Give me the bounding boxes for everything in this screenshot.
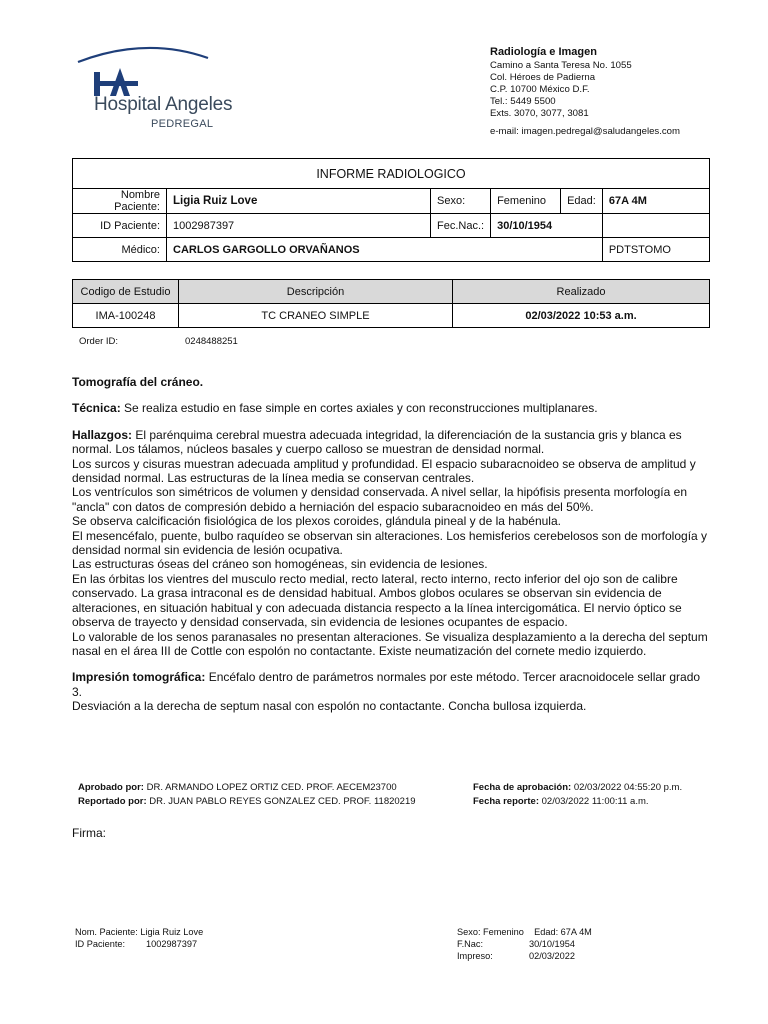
approval-date-row xyxy=(473,781,682,795)
contact-block xyxy=(490,46,680,138)
footer-right xyxy=(457,926,657,962)
technique-paragraph xyxy=(72,401,712,415)
service-code: PDTSTOMO xyxy=(602,238,709,262)
report-title: INFORME RADIOLOGICO xyxy=(73,159,710,189)
logo-sub-name: PEDREGAL xyxy=(151,118,214,130)
report-date-row xyxy=(473,795,649,809)
reported-by: DR. JUAN PABLO REYES GONZALEZ CED. PROF. 11820219 xyxy=(146,796,416,807)
order-id-label: Order ID: xyxy=(79,336,119,347)
approvals-block xyxy=(78,781,718,809)
study-description: TC CRANEO SIMPLE xyxy=(179,304,453,328)
email: e-mail: imagen.pedregal@saludangeles.com xyxy=(490,126,680,137)
findings-text-8: Lo valorable de los senos paranasales no presentan alteraciones. Se visualiza desplazamiento a la derecha del septum nasal en el área III de Cottle con espolón no contactante. Existe neumatización del cornete medio izquierdo. xyxy=(72,629,708,658)
study-description-header: Descripción xyxy=(179,280,453,304)
sex-value: Femenino xyxy=(491,189,561,214)
findings-text-3: Los ventrículos son simétricos de volumen y densidad conservada. A nivel sellar, la hipófisis presenta morfología en "ancla" con datos de compresión debido a herniación del espacio subaracnoideo en más del 50%. xyxy=(72,485,687,514)
report-heading: Tomografía del cráneo. xyxy=(72,375,204,389)
approved-by: DR. ARMANDO LOPEZ ORTIZ CED. PROF. AECEM23700 xyxy=(143,782,397,793)
report-body xyxy=(72,375,712,714)
findings-text-4: Se observa calcificación fisiológica de los plexos coroides, glándula pineal y de la habénula. xyxy=(72,514,561,529)
footer-id: 1002987397 xyxy=(146,939,198,949)
footer-id-label: ID Paciente: xyxy=(75,939,126,949)
findings-label: Hallazgos: xyxy=(72,427,133,442)
footer-sex-age: Sexo: Femenino Edad: 67A 4M xyxy=(457,927,592,937)
report-date-label: Fecha reporte: xyxy=(473,796,539,807)
reported-row xyxy=(78,795,718,809)
extensions: Exts. 3070, 3077, 3081 xyxy=(490,108,589,119)
study-performed: 02/03/2022 10:53 a.m. xyxy=(453,304,710,328)
study-performed-header: Realizado xyxy=(453,280,710,304)
study-table xyxy=(72,279,710,328)
footer-dob: 30/10/1954 xyxy=(529,939,575,949)
order-id-row xyxy=(79,336,238,347)
footer-dob-row xyxy=(457,938,657,950)
patient-id: 1002987397 xyxy=(167,214,431,238)
footer-printed-label: Impreso: xyxy=(457,951,493,961)
department-title: Radiología e Imagen xyxy=(490,46,597,58)
impression-text-1: Encéfalo dentro de parámetros normales por este método. Tercer aracnoidocele sellar grado 3. xyxy=(72,670,701,699)
findings-text-6: Las estructuras óseas del cráneo son homogéneas, sin evidencia de lesiones. xyxy=(72,557,488,572)
sex-label: Sexo: xyxy=(431,189,491,214)
patient-id-label: ID Paciente: xyxy=(73,214,167,238)
impression-text-2: Desviación a la derecha de septum nasal con espolón no contactante. Concha bullosa izquierda. xyxy=(72,699,587,714)
report-date: 02/03/2022 11:00:11 a.m. xyxy=(539,796,649,807)
footer-printed-row xyxy=(457,950,657,962)
findings-text-1: El parénquima cerebral muestra adecuada integridad, la diferenciación de la sustancia gris y blanca es normal. Los tálamos, núcleos basales y cuerpo calloso se muestran de densidad normal. xyxy=(72,427,682,457)
address-line-2: Col. Héroes de Padierna xyxy=(490,72,596,83)
technique-label: Técnica: xyxy=(72,401,121,416)
signature-label: Firma: xyxy=(72,826,106,840)
hospital-angeles-logo-icon xyxy=(76,44,216,96)
doctor-label: Médico: xyxy=(73,238,167,262)
technique-text: Se realiza estudio en fase simple en cortes axiales y con reconstrucciones multiplanares. xyxy=(120,401,598,416)
impression-label: Impresión tomográfica: xyxy=(72,670,206,685)
address-line-3: C.P. 10700 México D.F. xyxy=(490,84,590,95)
findings-text-5: El mesencéfalo, puente, bulbo raquídeo se observan sin alteraciones. Los hemisferios cerebelosos son de morfología y densidad normal sin evidencia de lesión ocupativa. xyxy=(72,528,708,558)
findings-text-7: En las órbitas los vientres del musculo recto medial, recto lateral, recto interno, recto inferior del ojo son de calibre conservado. La grasa intraconal es de densidad habitual. Ambos globos oculares se observan sin evidencia de alteraciones, en situación habitual y con adecuada distancia respecto a la línea intercigomática. El nervio óptico se observa de trayecto y densidad conservada, sin evidencia de lesiones ocupantes de espacio. xyxy=(72,571,682,630)
approved-row xyxy=(78,781,718,795)
age-label: Edad: xyxy=(561,189,603,214)
approval-date: 02/03/2022 04:55:20 p.m. xyxy=(571,782,683,793)
logo-brand-name: Hospital Angeles xyxy=(94,94,233,115)
study-code: IMA-100248 xyxy=(73,304,179,328)
footer-left xyxy=(75,926,203,950)
approval-date-label: Fecha de aprobación: xyxy=(473,782,572,793)
footer-patient-name: Nom. Paciente: Ligia Ruiz Love xyxy=(75,927,204,937)
findings-paragraph xyxy=(72,428,712,457)
approved-label: Aprobado por: xyxy=(78,782,144,793)
study-code-header: Codigo de Estudio xyxy=(73,280,179,304)
dob-label: Fec.Nac.: xyxy=(431,214,491,238)
patient-info-table xyxy=(72,158,710,262)
address-line-1: Camino a Santa Teresa No. 1055 xyxy=(490,60,632,71)
dob-value: 30/10/1954 xyxy=(491,214,603,238)
footer-id-row xyxy=(75,938,203,950)
doctor-name: CARLOS GARGOLLO ORVAÑANOS xyxy=(167,238,603,262)
phone: Tel.: 5449 5500 xyxy=(490,96,556,107)
impression-paragraph xyxy=(72,670,712,699)
footer-printed: 02/03/2022 xyxy=(529,951,575,961)
findings-text-2: Los surcos y cisuras muestran adecuada amplitud y profundidad. El espacio subaracnoideo se observa de amplitud y densidad normal. Las estructuras de la línea media se conservan centrales. xyxy=(72,456,696,486)
reported-label: Reportado por: xyxy=(78,796,147,807)
patient-name: Ligia Ruiz Love xyxy=(167,189,431,214)
footer-dob-label: F.Nac: xyxy=(457,939,484,949)
hospital-logo xyxy=(76,44,233,140)
patient-name-label: Nombre Paciente: xyxy=(73,189,167,214)
order-id: 0248488251 xyxy=(185,336,238,347)
age-value: 67A 4M xyxy=(602,189,709,214)
